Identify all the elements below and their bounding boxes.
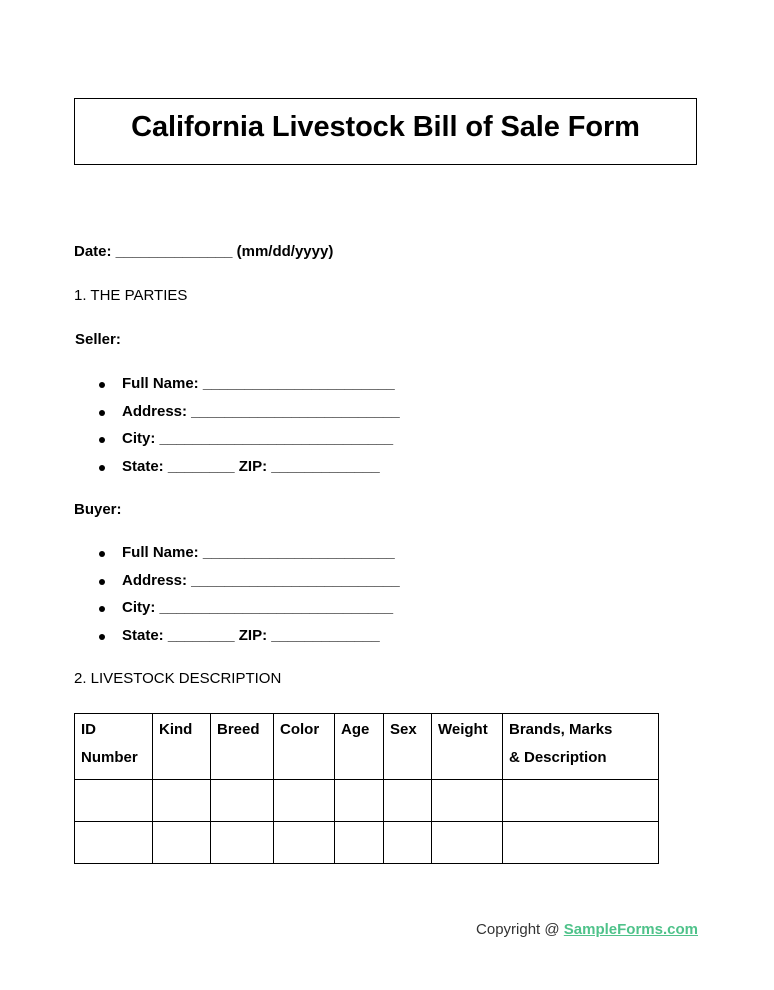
buyer-label: Buyer: xyxy=(74,501,122,518)
buyer-city-field[interactable]: City: ____________________________ xyxy=(98,598,400,626)
table-cell[interactable] xyxy=(211,822,274,864)
table-header-row xyxy=(75,714,659,780)
table-cell[interactable] xyxy=(335,822,384,864)
buyer-state-zip-field[interactable]: State: ________ ZIP: _____________ xyxy=(98,626,400,654)
table-cell[interactable] xyxy=(432,780,503,822)
column-header-kind: Kind xyxy=(153,714,211,780)
section-heading-parties: 1. THE PARTIES xyxy=(74,287,188,304)
column-header-breed: Breed xyxy=(211,714,274,780)
table-cell[interactable] xyxy=(274,822,335,864)
page-title: California Livestock Bill of Sale Form xyxy=(131,111,640,143)
column-header-color: Color xyxy=(274,714,335,780)
table-row xyxy=(75,822,659,864)
table-cell[interactable] xyxy=(274,780,335,822)
title-box xyxy=(74,98,697,165)
column-header-age: Age xyxy=(335,714,384,780)
table-cell[interactable] xyxy=(335,780,384,822)
table-cell[interactable] xyxy=(75,780,153,822)
column-header-weight: Weight xyxy=(432,714,503,780)
seller-fields xyxy=(98,374,400,484)
copyright-text: Copyright @ xyxy=(476,921,564,938)
table-cell[interactable] xyxy=(503,822,659,864)
date-field[interactable]: Date: ______________ (mm/dd/yyyy) xyxy=(74,243,334,260)
table-cell[interactable] xyxy=(153,822,211,864)
buyer-fields xyxy=(98,543,400,653)
table-cell[interactable] xyxy=(211,780,274,822)
seller-state-zip-field[interactable]: State: ________ ZIP: _____________ xyxy=(98,457,400,485)
livestock-table xyxy=(74,713,659,864)
buyer-address-field[interactable]: Address: _________________________ xyxy=(98,571,400,599)
table-cell[interactable] xyxy=(153,780,211,822)
seller-city-field[interactable]: City: ____________________________ xyxy=(98,429,400,457)
sampleforms-link[interactable]: SampleForms.com xyxy=(563,921,698,938)
column-header-sex: Sex xyxy=(384,714,432,780)
table-cell[interactable] xyxy=(75,822,153,864)
column-header-brands-marks-description: Brands, Marks & Description xyxy=(503,714,659,780)
copyright-footer xyxy=(476,921,698,938)
seller-address-field[interactable]: Address: _________________________ xyxy=(98,402,400,430)
table-cell[interactable] xyxy=(432,822,503,864)
table-cell[interactable] xyxy=(384,822,432,864)
section-heading-livestock: 2. LIVESTOCK DESCRIPTION xyxy=(74,670,282,687)
seller-label: Seller: xyxy=(75,331,121,348)
seller-full-name-field[interactable]: Full Name: _______________________ xyxy=(98,374,400,402)
table-cell[interactable] xyxy=(384,780,432,822)
buyer-full-name-field[interactable]: Full Name: _______________________ xyxy=(98,543,400,571)
table-cell[interactable] xyxy=(503,780,659,822)
column-header-id-number: ID Number xyxy=(75,714,153,780)
table-row xyxy=(75,780,659,822)
